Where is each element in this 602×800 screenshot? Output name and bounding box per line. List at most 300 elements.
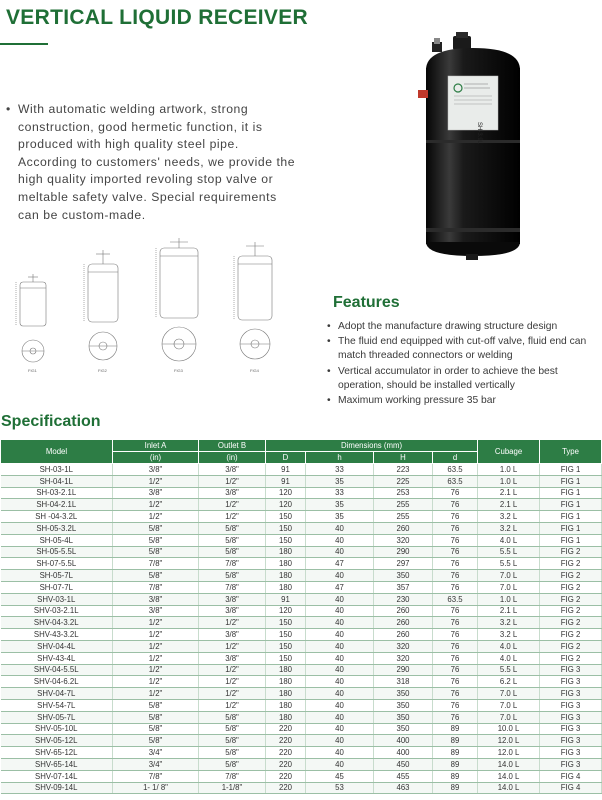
cell-outlet: 3/8" bbox=[199, 605, 266, 617]
table-row bbox=[1, 487, 602, 499]
cell-dim-d: 76 bbox=[433, 664, 478, 676]
table-row bbox=[1, 558, 602, 570]
cell-dim-D: 150 bbox=[266, 522, 306, 534]
cell-model: SH-04-1L bbox=[1, 475, 113, 487]
cell-outlet: 1/2" bbox=[199, 664, 266, 676]
table-row bbox=[1, 617, 602, 629]
cell-dim-H: 450 bbox=[374, 758, 433, 770]
col-subheader-outlet-unit: (in) bbox=[199, 452, 266, 464]
cell-cubage: 7.0 L bbox=[478, 570, 540, 582]
cell-outlet: 5/8" bbox=[199, 546, 266, 558]
table-row bbox=[1, 676, 602, 688]
cell-dim-H: 255 bbox=[374, 511, 433, 523]
cell-model: SH-05-3.2L bbox=[1, 522, 113, 534]
col-header-type: Type bbox=[540, 440, 602, 464]
cell-dim-D: 120 bbox=[266, 605, 306, 617]
cell-dim-h: 40 bbox=[306, 699, 374, 711]
cell-outlet: 1-1/8" bbox=[199, 782, 266, 794]
cell-dim-d: 89 bbox=[433, 735, 478, 747]
cell-dim-h: 40 bbox=[306, 711, 374, 723]
cell-outlet: 1/2" bbox=[199, 499, 266, 511]
cell-dim-h: 45 bbox=[306, 770, 374, 782]
col-subheader-H: H bbox=[374, 452, 433, 464]
cell-dim-H: 320 bbox=[374, 640, 433, 652]
cell-model: SHV-65-12L bbox=[1, 747, 113, 759]
cell-inlet: 7/8" bbox=[113, 770, 199, 782]
cell-dim-d: 76 bbox=[433, 605, 478, 617]
cell-type: FIG 2 bbox=[540, 558, 602, 570]
table-row bbox=[1, 511, 602, 523]
cell-dim-h: 40 bbox=[306, 593, 374, 605]
cell-dim-H: 350 bbox=[374, 711, 433, 723]
cell-dim-D: 150 bbox=[266, 534, 306, 546]
cell-type: FIG 2 bbox=[540, 570, 602, 582]
cell-dim-h: 40 bbox=[306, 676, 374, 688]
feature-item bbox=[327, 394, 601, 408]
cell-dim-H: 400 bbox=[374, 747, 433, 759]
cell-model: SH-05-4L bbox=[1, 534, 113, 546]
cell-type: FIG 3 bbox=[540, 664, 602, 676]
cell-inlet: 1/2" bbox=[113, 676, 199, 688]
cell-dim-d: 89 bbox=[433, 747, 478, 759]
cell-outlet: 5/8" bbox=[199, 758, 266, 770]
cell-dim-d: 76 bbox=[433, 511, 478, 523]
cell-dim-d: 63.5 bbox=[433, 464, 478, 476]
intro-paragraph bbox=[8, 101, 300, 224]
cell-dim-h: 40 bbox=[306, 758, 374, 770]
cell-dim-H: 260 bbox=[374, 629, 433, 641]
cell-inlet: 1/2" bbox=[113, 617, 199, 629]
cell-dim-H: 400 bbox=[374, 735, 433, 747]
cell-dim-H: 350 bbox=[374, 699, 433, 711]
cell-dim-D: 180 bbox=[266, 688, 306, 700]
cell-dim-D: 180 bbox=[266, 664, 306, 676]
cell-model: SH-05-7L bbox=[1, 570, 113, 582]
cell-dim-h: 40 bbox=[306, 629, 374, 641]
cell-inlet: 1/2" bbox=[113, 629, 199, 641]
cell-dim-h: 40 bbox=[306, 664, 374, 676]
table-row bbox=[1, 699, 602, 711]
cell-inlet: 5/8" bbox=[113, 723, 199, 735]
cell-model: SH-04-2.1L bbox=[1, 499, 113, 511]
table-row bbox=[1, 723, 602, 735]
table-row bbox=[1, 664, 602, 676]
cell-type: FIG 1 bbox=[540, 534, 602, 546]
table-row bbox=[1, 711, 602, 723]
drawing-fig2 bbox=[84, 250, 118, 360]
cell-inlet: 3/8" bbox=[113, 464, 199, 476]
cell-dim-h: 35 bbox=[306, 499, 374, 511]
cell-type: FIG 2 bbox=[540, 629, 602, 641]
cell-inlet: 7/8" bbox=[113, 581, 199, 593]
cell-dim-h: 40 bbox=[306, 534, 374, 546]
cell-outlet: 1/2" bbox=[199, 617, 266, 629]
cell-dim-H: 463 bbox=[374, 782, 433, 794]
cell-inlet: 3/8" bbox=[113, 605, 199, 617]
cell-type: FIG 2 bbox=[540, 617, 602, 629]
cell-dim-D: 180 bbox=[266, 546, 306, 558]
cell-type: FIG 1 bbox=[540, 522, 602, 534]
cell-dim-d: 76 bbox=[433, 546, 478, 558]
cell-cubage: 5.5 L bbox=[478, 546, 540, 558]
cell-dim-h: 40 bbox=[306, 546, 374, 558]
cell-dim-H: 260 bbox=[374, 522, 433, 534]
cell-dim-D: 220 bbox=[266, 735, 306, 747]
table-row bbox=[1, 770, 602, 782]
col-subheader-inlet-unit: (in) bbox=[113, 452, 199, 464]
cell-type: FIG 4 bbox=[540, 782, 602, 794]
cell-cubage: 12.0 L bbox=[478, 735, 540, 747]
cell-model: SHV-04-7L bbox=[1, 688, 113, 700]
cell-inlet: 1/2" bbox=[113, 688, 199, 700]
cell-type: FIG 3 bbox=[540, 699, 602, 711]
cell-cubage: 4.0 L bbox=[478, 652, 540, 664]
cell-dim-h: 33 bbox=[306, 487, 374, 499]
table-row bbox=[1, 640, 602, 652]
table-row bbox=[1, 534, 602, 546]
cell-inlet: 3/4" bbox=[113, 758, 199, 770]
cell-dim-d: 76 bbox=[433, 629, 478, 641]
cell-dim-h: 35 bbox=[306, 511, 374, 523]
cell-dim-H: 253 bbox=[374, 487, 433, 499]
cell-outlet: 5/8" bbox=[199, 747, 266, 759]
col-header-outlet: Outlet B bbox=[199, 440, 266, 452]
cell-type: FIG 3 bbox=[540, 747, 602, 759]
table-row bbox=[1, 546, 602, 558]
cell-dim-d: 76 bbox=[433, 617, 478, 629]
cell-inlet: 1/2" bbox=[113, 664, 199, 676]
table-row bbox=[1, 499, 602, 511]
table-row bbox=[1, 570, 602, 582]
cell-dim-d: 63.5 bbox=[433, 475, 478, 487]
feature-text: The fluid end equipped with cut-off valve, fluid end can match threaded connectors or welding bbox=[338, 336, 587, 362]
col-subheader-d: d bbox=[433, 452, 478, 464]
cell-inlet: 1- 1/ 8" bbox=[113, 782, 199, 794]
cell-cubage: 1.0 L bbox=[478, 464, 540, 476]
cell-model: SHV-03-2.1L bbox=[1, 605, 113, 617]
feature-bullet: • bbox=[327, 321, 331, 332]
feature-text: Maximum working pressure 35 bar bbox=[338, 395, 496, 407]
cell-dim-h: 40 bbox=[306, 605, 374, 617]
cell-dim-H: 260 bbox=[374, 605, 433, 617]
cell-outlet: 1/2" bbox=[199, 699, 266, 711]
cell-dim-D: 180 bbox=[266, 676, 306, 688]
cell-inlet: 3/8" bbox=[113, 487, 199, 499]
cell-dim-h: 40 bbox=[306, 735, 374, 747]
cell-inlet: 5/8" bbox=[113, 699, 199, 711]
cell-type: FIG 3 bbox=[540, 723, 602, 735]
cell-cubage: 3.2 L bbox=[478, 617, 540, 629]
cell-cubage: 7.0 L bbox=[478, 581, 540, 593]
cell-dim-h: 35 bbox=[306, 475, 374, 487]
table-row bbox=[1, 782, 602, 794]
specification-title: Specification bbox=[1, 413, 101, 430]
cell-dim-h: 40 bbox=[306, 723, 374, 735]
cell-model: SHV-04-3.2L bbox=[1, 617, 113, 629]
cell-model: SHV-43-4L bbox=[1, 652, 113, 664]
page-title: VERTICAL LIQUID RECEIVER bbox=[6, 6, 309, 29]
cell-dim-d: 63.5 bbox=[433, 593, 478, 605]
table-row bbox=[1, 475, 602, 487]
cell-dim-d: 76 bbox=[433, 711, 478, 723]
cell-type: FIG 1 bbox=[540, 487, 602, 499]
cell-dim-h: 40 bbox=[306, 570, 374, 582]
cell-inlet: 3/4" bbox=[113, 747, 199, 759]
cell-model: SHV-05-12L bbox=[1, 735, 113, 747]
product-photo bbox=[418, 30, 528, 262]
cell-inlet: 1/2" bbox=[113, 499, 199, 511]
cell-dim-d: 89 bbox=[433, 758, 478, 770]
cell-dim-D: 220 bbox=[266, 747, 306, 759]
cell-type: FIG 2 bbox=[540, 546, 602, 558]
cell-dim-h: 33 bbox=[306, 464, 374, 476]
cell-inlet: 1/2" bbox=[113, 652, 199, 664]
col-subheader-D: D bbox=[266, 452, 306, 464]
col-header-cubage: Cubage bbox=[478, 440, 540, 464]
cell-dim-d: 76 bbox=[433, 522, 478, 534]
table-row bbox=[1, 605, 602, 617]
cell-type: FIG 1 bbox=[540, 475, 602, 487]
cell-outlet: 7/8" bbox=[199, 770, 266, 782]
cell-cubage: 12.0 L bbox=[478, 747, 540, 759]
cell-model: SHV-05-10L bbox=[1, 723, 113, 735]
cell-inlet: 5/8" bbox=[113, 534, 199, 546]
feature-bullet: • bbox=[327, 365, 331, 377]
cell-dim-H: 455 bbox=[374, 770, 433, 782]
cell-cubage: 1.0 L bbox=[478, 593, 540, 605]
cell-cubage: 6.2 L bbox=[478, 676, 540, 688]
cell-dim-D: 220 bbox=[266, 723, 306, 735]
cell-cubage: 14.0 L bbox=[478, 758, 540, 770]
col-header-inlet: Inlet A bbox=[113, 440, 199, 452]
cell-model: SHV-54-7L bbox=[1, 699, 113, 711]
cell-type: FIG 2 bbox=[540, 605, 602, 617]
cell-model: SH-03-2.1L bbox=[1, 487, 113, 499]
table-row bbox=[1, 735, 602, 747]
cell-model: SHV-05-7L bbox=[1, 711, 113, 723]
cell-outlet: 5/8" bbox=[199, 570, 266, 582]
fig1-caption: FIG1 bbox=[28, 368, 37, 373]
cell-inlet: 5/8" bbox=[113, 522, 199, 534]
cell-dim-d: 76 bbox=[433, 581, 478, 593]
cell-outlet: 7/8" bbox=[199, 581, 266, 593]
cell-dim-D: 180 bbox=[266, 581, 306, 593]
cell-dim-H: 320 bbox=[374, 652, 433, 664]
cell-outlet: 1/2" bbox=[199, 640, 266, 652]
cell-cubage: 10.0 L bbox=[478, 723, 540, 735]
cell-inlet: 3/8" bbox=[113, 593, 199, 605]
cell-cubage: 2.1 L bbox=[478, 499, 540, 511]
cell-outlet: 3/8" bbox=[199, 593, 266, 605]
cell-dim-D: 180 bbox=[266, 711, 306, 723]
cell-outlet: 1/2" bbox=[199, 688, 266, 700]
cell-cubage: 7.0 L bbox=[478, 688, 540, 700]
feature-text: Vertical accumulator in order to achieve the best operation, should be installed vertically bbox=[338, 365, 558, 391]
cell-cubage: 7.0 L bbox=[478, 711, 540, 723]
title-underline bbox=[0, 43, 48, 45]
cell-dim-h: 40 bbox=[306, 617, 374, 629]
cell-dim-d: 89 bbox=[433, 770, 478, 782]
cell-dim-D: 150 bbox=[266, 640, 306, 652]
cell-inlet: 5/8" bbox=[113, 546, 199, 558]
cell-type: FIG 3 bbox=[540, 711, 602, 723]
col-header-dimensions: Dimensions (mm) bbox=[266, 440, 478, 452]
cell-cubage: 5.5 L bbox=[478, 664, 540, 676]
cell-model: SHV-03-1L bbox=[1, 593, 113, 605]
cell-dim-H: 290 bbox=[374, 546, 433, 558]
cell-inlet: 1/2" bbox=[113, 640, 199, 652]
cell-dim-d: 76 bbox=[433, 676, 478, 688]
cell-dim-h: 40 bbox=[306, 522, 374, 534]
cell-dim-H: 357 bbox=[374, 581, 433, 593]
cell-outlet: 5/8" bbox=[199, 522, 266, 534]
cell-dim-D: 150 bbox=[266, 629, 306, 641]
cell-cubage: 1.0 L bbox=[478, 475, 540, 487]
cell-dim-d: 76 bbox=[433, 558, 478, 570]
cell-type: FIG 3 bbox=[540, 676, 602, 688]
cell-dim-h: 47 bbox=[306, 558, 374, 570]
cell-model: SHV-04-5.5L bbox=[1, 664, 113, 676]
cell-dim-h: 40 bbox=[306, 652, 374, 664]
cell-dim-D: 150 bbox=[266, 511, 306, 523]
cell-model: SH-07-7L bbox=[1, 581, 113, 593]
table-row bbox=[1, 522, 602, 534]
cell-model: SHV-07-14L bbox=[1, 770, 113, 782]
header-row-top bbox=[1, 440, 602, 452]
product-label-text: SH-3.9L bbox=[476, 122, 482, 145]
feature-item bbox=[327, 335, 601, 363]
cell-type: FIG 2 bbox=[540, 640, 602, 652]
cell-dim-H: 350 bbox=[374, 570, 433, 582]
cell-outlet: 5/8" bbox=[199, 723, 266, 735]
cell-outlet: 3/8" bbox=[199, 629, 266, 641]
cell-dim-D: 120 bbox=[266, 487, 306, 499]
cell-dim-D: 180 bbox=[266, 570, 306, 582]
cell-outlet: 7/8" bbox=[199, 558, 266, 570]
cell-type: FIG 1 bbox=[540, 499, 602, 511]
cell-dim-D: 180 bbox=[266, 558, 306, 570]
intro-text: With automatic welding artwork, strong construction, good hermetic function, it is produced with high quality steel pipe. According to customers' needs, we provide the high quality imported revoling stop valve or meltable safety valve. Special requirements can be custom-made. bbox=[18, 102, 296, 222]
cell-type: FIG 3 bbox=[540, 688, 602, 700]
cell-model: SHV-65-14L bbox=[1, 758, 113, 770]
cell-cubage: 3.2 L bbox=[478, 629, 540, 641]
cell-dim-d: 76 bbox=[433, 688, 478, 700]
cell-dim-H: 223 bbox=[374, 464, 433, 476]
cell-inlet: 5/8" bbox=[113, 735, 199, 747]
cell-dim-d: 76 bbox=[433, 499, 478, 511]
cell-type: FIG 2 bbox=[540, 652, 602, 664]
cell-model: SH-07-5.5L bbox=[1, 558, 113, 570]
cell-inlet: 7/8" bbox=[113, 558, 199, 570]
table-row bbox=[1, 652, 602, 664]
cell-outlet: 5/8" bbox=[199, 534, 266, 546]
cell-dim-d: 76 bbox=[433, 487, 478, 499]
features-list bbox=[327, 320, 601, 409]
cell-outlet: 3/8" bbox=[199, 487, 266, 499]
col-subheader-h: h bbox=[306, 452, 374, 464]
cell-dim-h: 47 bbox=[306, 581, 374, 593]
cell-dim-H: 230 bbox=[374, 593, 433, 605]
drawing-fig3 bbox=[156, 238, 198, 361]
cell-cubage: 4.0 L bbox=[478, 640, 540, 652]
features-title: Features bbox=[333, 294, 400, 311]
cell-outlet: 3/8" bbox=[199, 652, 266, 664]
cell-cubage: 14.0 L bbox=[478, 782, 540, 794]
cell-dim-d: 76 bbox=[433, 640, 478, 652]
cell-outlet: 1/2" bbox=[199, 475, 266, 487]
cell-dim-d: 76 bbox=[433, 652, 478, 664]
cell-dim-H: 350 bbox=[374, 688, 433, 700]
cell-model: SHV-43-3.2L bbox=[1, 629, 113, 641]
cell-type: FIG 3 bbox=[540, 758, 602, 770]
cell-dim-H: 318 bbox=[374, 676, 433, 688]
specification-body bbox=[1, 464, 602, 794]
feature-bullet: • bbox=[327, 395, 331, 407]
cell-inlet: 5/8" bbox=[113, 711, 199, 723]
table-row bbox=[1, 688, 602, 700]
table-row bbox=[1, 758, 602, 770]
cell-type: FIG 2 bbox=[540, 581, 602, 593]
cell-cubage: 3.2 L bbox=[478, 511, 540, 523]
cell-cubage: 2.1 L bbox=[478, 605, 540, 617]
cell-inlet: 5/8" bbox=[113, 570, 199, 582]
cell-dim-D: 220 bbox=[266, 758, 306, 770]
fig3-caption: FIG3 bbox=[174, 368, 183, 373]
cell-dim-D: 91 bbox=[266, 475, 306, 487]
cell-dim-d: 89 bbox=[433, 723, 478, 735]
cell-dim-H: 320 bbox=[374, 534, 433, 546]
cell-dim-H: 297 bbox=[374, 558, 433, 570]
specification-table bbox=[0, 439, 602, 794]
cell-dim-D: 91 bbox=[266, 464, 306, 476]
cell-model: SHV-04-6.2L bbox=[1, 676, 113, 688]
cell-outlet: 3/8" bbox=[199, 464, 266, 476]
cell-type: FIG 3 bbox=[540, 735, 602, 747]
cell-model: SH-03-1L bbox=[1, 464, 113, 476]
cell-dim-H: 225 bbox=[374, 475, 433, 487]
feature-text: Adopt the manufacture drawing structure design bbox=[338, 321, 558, 332]
cell-dim-D: 180 bbox=[266, 699, 306, 711]
cell-dim-h: 40 bbox=[306, 747, 374, 759]
cell-dim-d: 76 bbox=[433, 534, 478, 546]
cell-cubage: 4.0 L bbox=[478, 534, 540, 546]
cell-outlet: 1/2" bbox=[199, 676, 266, 688]
cell-dim-h: 53 bbox=[306, 782, 374, 794]
fig2-caption: FIG2 bbox=[98, 368, 107, 373]
cell-type: FIG 1 bbox=[540, 511, 602, 523]
feature-bullet: • bbox=[327, 336, 331, 348]
cell-type: FIG 2 bbox=[540, 593, 602, 605]
cell-model: SH-05-5.5L bbox=[1, 546, 113, 558]
cell-dim-H: 255 bbox=[374, 499, 433, 511]
table-row bbox=[1, 629, 602, 641]
cell-dim-d: 89 bbox=[433, 782, 478, 794]
cell-cubage: 14.0 L bbox=[478, 770, 540, 782]
cell-cubage: 5.5 L bbox=[478, 558, 540, 570]
cell-type: FIG 1 bbox=[540, 464, 602, 476]
cell-dim-d: 76 bbox=[433, 570, 478, 582]
cell-dim-D: 220 bbox=[266, 782, 306, 794]
cell-model: SHV-04-4L bbox=[1, 640, 113, 652]
table-row bbox=[1, 581, 602, 593]
cell-inlet: 1/2" bbox=[113, 511, 199, 523]
cell-dim-H: 290 bbox=[374, 664, 433, 676]
cell-model: SH -04-3.2L bbox=[1, 511, 113, 523]
feature-item bbox=[327, 365, 601, 393]
cell-dim-d: 76 bbox=[433, 699, 478, 711]
cell-dim-D: 120 bbox=[266, 499, 306, 511]
table-row bbox=[1, 747, 602, 759]
